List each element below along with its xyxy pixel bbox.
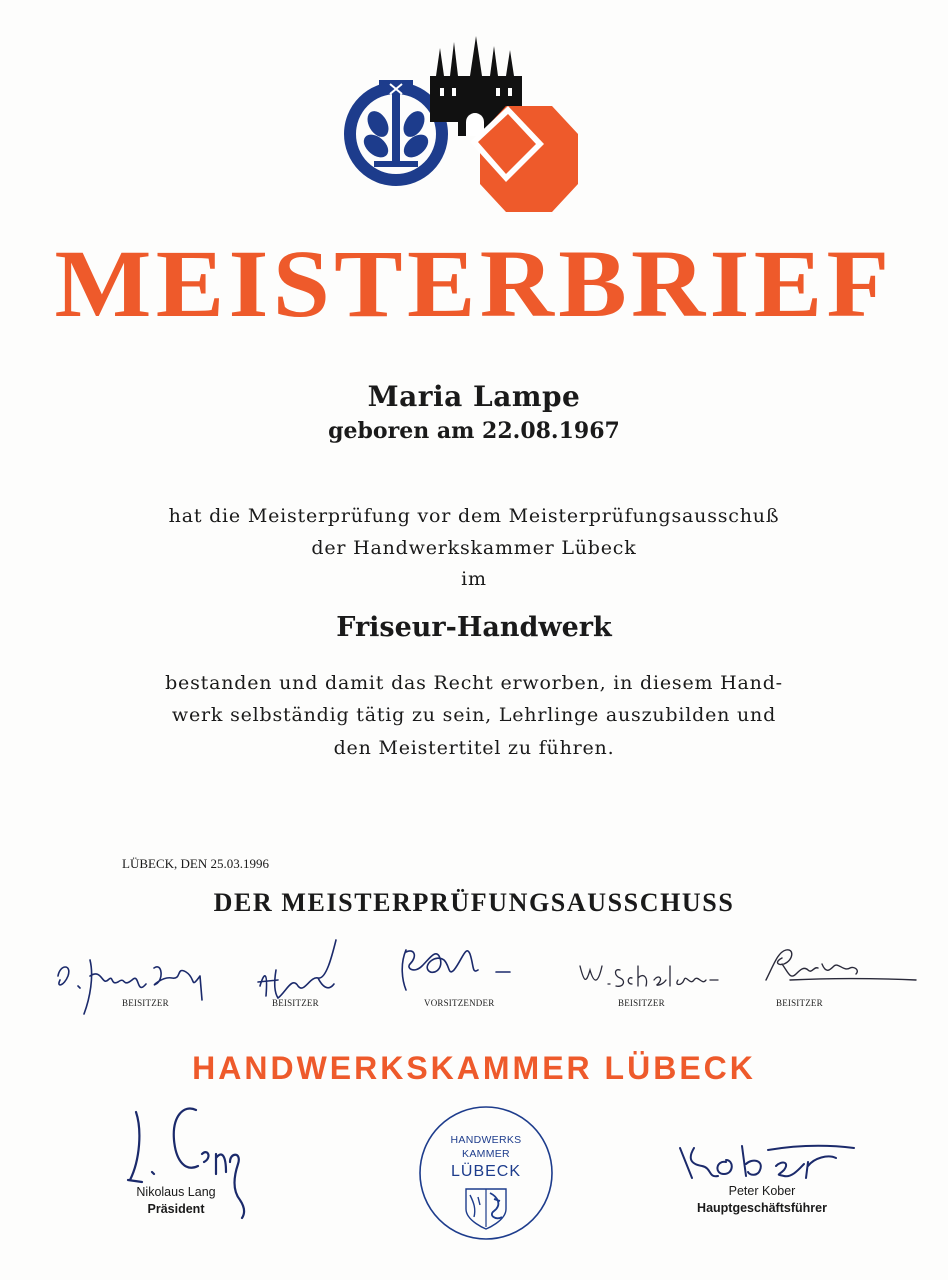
body-line-5: werk selbständig tätig zu sein, Lehrlinge auszubilden und	[171, 704, 777, 726]
seal-text-2: KAMMER	[462, 1148, 510, 1160]
committee-role-4: BEISITZER	[618, 998, 665, 1008]
recipient-birth-date: geboren am 22.08.1967	[328, 418, 620, 444]
committee-role-5: BEISITZER	[776, 998, 823, 1008]
president-title: Präsident	[147, 1202, 205, 1216]
signature-committee-5	[760, 944, 920, 988]
president-block	[86, 1184, 266, 1218]
committee-role-1: BEISITZER	[122, 998, 169, 1008]
document-title: MEISTERBRIEF	[54, 230, 894, 337]
signature-committee-4	[574, 958, 724, 994]
manager-block	[672, 1183, 852, 1217]
seal-text-3: LÜBECK	[450, 1163, 522, 1180]
body-line-3: im	[461, 568, 487, 590]
signature-manager	[672, 1138, 862, 1188]
body-line-4: bestanden und damit das Recht erworben, in diesem Hand-	[165, 672, 783, 694]
committee-role-2: BEISITZER	[272, 998, 319, 1008]
chamber-name: HANDWERKSKAMMER LÜBECK	[192, 1050, 756, 1086]
president-name: Nikolaus Lang	[136, 1185, 216, 1199]
chamber-logo	[330, 36, 590, 214]
seal-text-1: HANDWERKS	[450, 1134, 522, 1146]
committee-heading: DER MEISTERPRÜFUNGSAUSSCHUSS	[213, 888, 735, 917]
signature-committee-2	[252, 936, 362, 1006]
place-date: LÜBECK, DEN 25.03.1996	[122, 856, 269, 871]
committee-role-3: VORSITZENDER	[424, 998, 495, 1008]
body-line-2: der Handwerkskammer Lübeck	[311, 537, 637, 559]
recipient-name: Maria Lampe	[367, 380, 581, 413]
manager-name: Peter Kober	[728, 1184, 796, 1198]
trade-name: Friseur-Handwerk	[336, 612, 612, 643]
signature-committee-3	[392, 940, 522, 996]
manager-title: Hauptgeschäftsführer	[697, 1201, 827, 1215]
body-line-6: den Meistertitel zu führen.	[333, 737, 615, 759]
body-line-1: hat die Meisterprüfung vor dem Meisterprüfungsausschuß	[168, 505, 780, 527]
